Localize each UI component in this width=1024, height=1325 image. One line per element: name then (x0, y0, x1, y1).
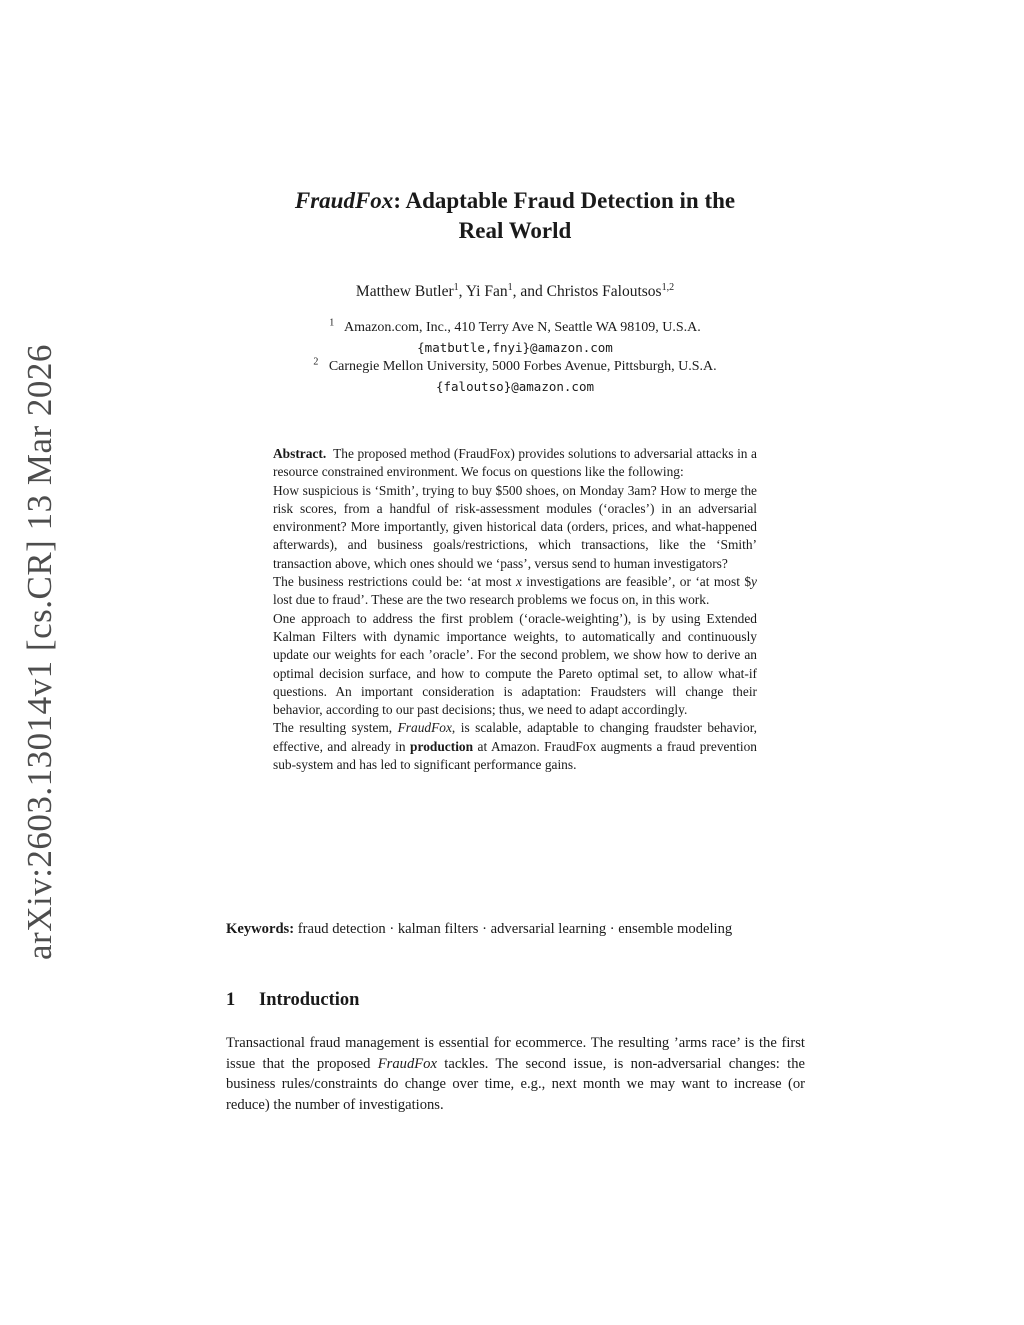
abstract-paragraph (273, 445, 757, 482)
abstract-text: investigations are feasible’, or ‘at most $ (521, 574, 752, 590)
section-heading (226, 990, 359, 1011)
introduction-body (226, 1033, 805, 1115)
author-affiliation-mark: 1,2 (661, 281, 675, 293)
abstract-paragraph: How suspicious is ‘Smith’, trying to buy $500 shoes, on Monday 3am? How to merge the risk scores, from a handful of risk-assessment modules (‘oracles’) in an adversarial environment? More importantly, given historical data (orders, prices, and what-happened afterwards), and business goals/restrictions, which transactions, like the ‘Smith’ transaction above, which ones should we ‘pass’, versus send to human investigators? (273, 482, 757, 571)
affiliation-text: Carnegie Mellon University, 5000 Forbes Avenue, Pittsburgh, U.S.A. (328, 359, 717, 374)
paper-title (220, 186, 810, 246)
abstract (273, 445, 757, 774)
abstract-text: lost due to fraud’. These are the two research problems we focus on, in this work. (273, 592, 710, 608)
abstract-text: The proposed method (FraudFox) provides solutions to adversarial attacks in a resource constrained environment. We focus on questions like the following: (273, 446, 757, 480)
affiliation-text: Amazon.com, Inc., 410 Terry Ave N, Seattle WA 98109, U.S.A. (343, 320, 701, 335)
affiliation-2 (220, 357, 810, 377)
keywords-label: Keywords: (226, 921, 295, 937)
author-affiliation-mark: 1 (453, 281, 459, 293)
author-separator: , (458, 283, 466, 300)
system-name: FraudFox (397, 720, 452, 736)
abstract-paragraph (273, 573, 757, 610)
abstract-text: at Amazon. FraudFox augments a fraud prevention sub-system and has led to significant performance gains. (273, 738, 757, 773)
author-name: Christos Faloutsos (546, 283, 662, 300)
body-text: Transactional fraud management is essential for ecommerce. The resulting ’arms race’ is the first issue that the proposed (226, 1035, 805, 1072)
abstract-paragraph: One approach to address the first problem (‘oracle-weighting’), is by using Extended Kalman Filters with dynamic importance weights, to automatically and continuously update our weights for each ’oracle’. For the second problem, we show how to derive an optimal decision surface, and how to compute the Pareto optimal set, to allow what-if questions. An important consideration is adaptation: Fraudsters will change their behavior, according to our past decisions; thus, we need to adapt accordingly. (273, 610, 757, 718)
abstract-text: The resulting system, (273, 720, 398, 736)
title-line-2: Real World (458, 218, 572, 243)
author-name: Yi Fan (465, 283, 508, 300)
emphasis-text: production (410, 738, 474, 754)
system-name: FraudFox (377, 1055, 437, 1072)
author-name: Matthew Butler (355, 283, 454, 300)
affiliation-number: 1 (329, 317, 335, 329)
affiliation-1 (220, 318, 810, 338)
keywords (226, 919, 805, 939)
body-text: tackles. The second issue, is non-adversarial changes: the business rules/constraints do change over time, e.g., next month we may want to increase (or reduce) the number of investigations. (226, 1055, 805, 1113)
title-line-1: : Adaptable Fraud Detection in the (393, 188, 736, 213)
abstract-paragraph (273, 719, 757, 774)
title-system-name: FraudFox (294, 188, 394, 213)
affiliation-email: {faloutso}@amazon.com (435, 378, 595, 394)
abstract-text: , is scalable, adaptable to changing fraudster behavior, effective, and already in (273, 720, 757, 754)
arxiv-identifier: arXiv:2603.13014v1 [cs.CR] 13 Mar 2026 (20, 344, 59, 960)
math-variable: y (751, 574, 757, 590)
affiliation-email: {matbutle,fnyi}@amazon.com (417, 339, 613, 355)
keywords-text: fraud detection · kalman filters · adversarial learning · ensemble modeling (297, 921, 733, 937)
author-affiliation-mark: 1 (507, 281, 513, 293)
math-variable: x (515, 574, 522, 590)
body-paragraph (226, 1033, 805, 1115)
abstract-text: The business restrictions could be: ‘at most (273, 574, 516, 590)
abstract-label: Abstract. (273, 446, 327, 461)
section-title: Introduction (259, 990, 360, 1010)
author-list (220, 283, 810, 301)
section-number: 1 (226, 990, 236, 1010)
author-separator: , and (512, 283, 547, 300)
affiliation-number: 2 (313, 356, 319, 368)
affiliations (220, 318, 810, 396)
